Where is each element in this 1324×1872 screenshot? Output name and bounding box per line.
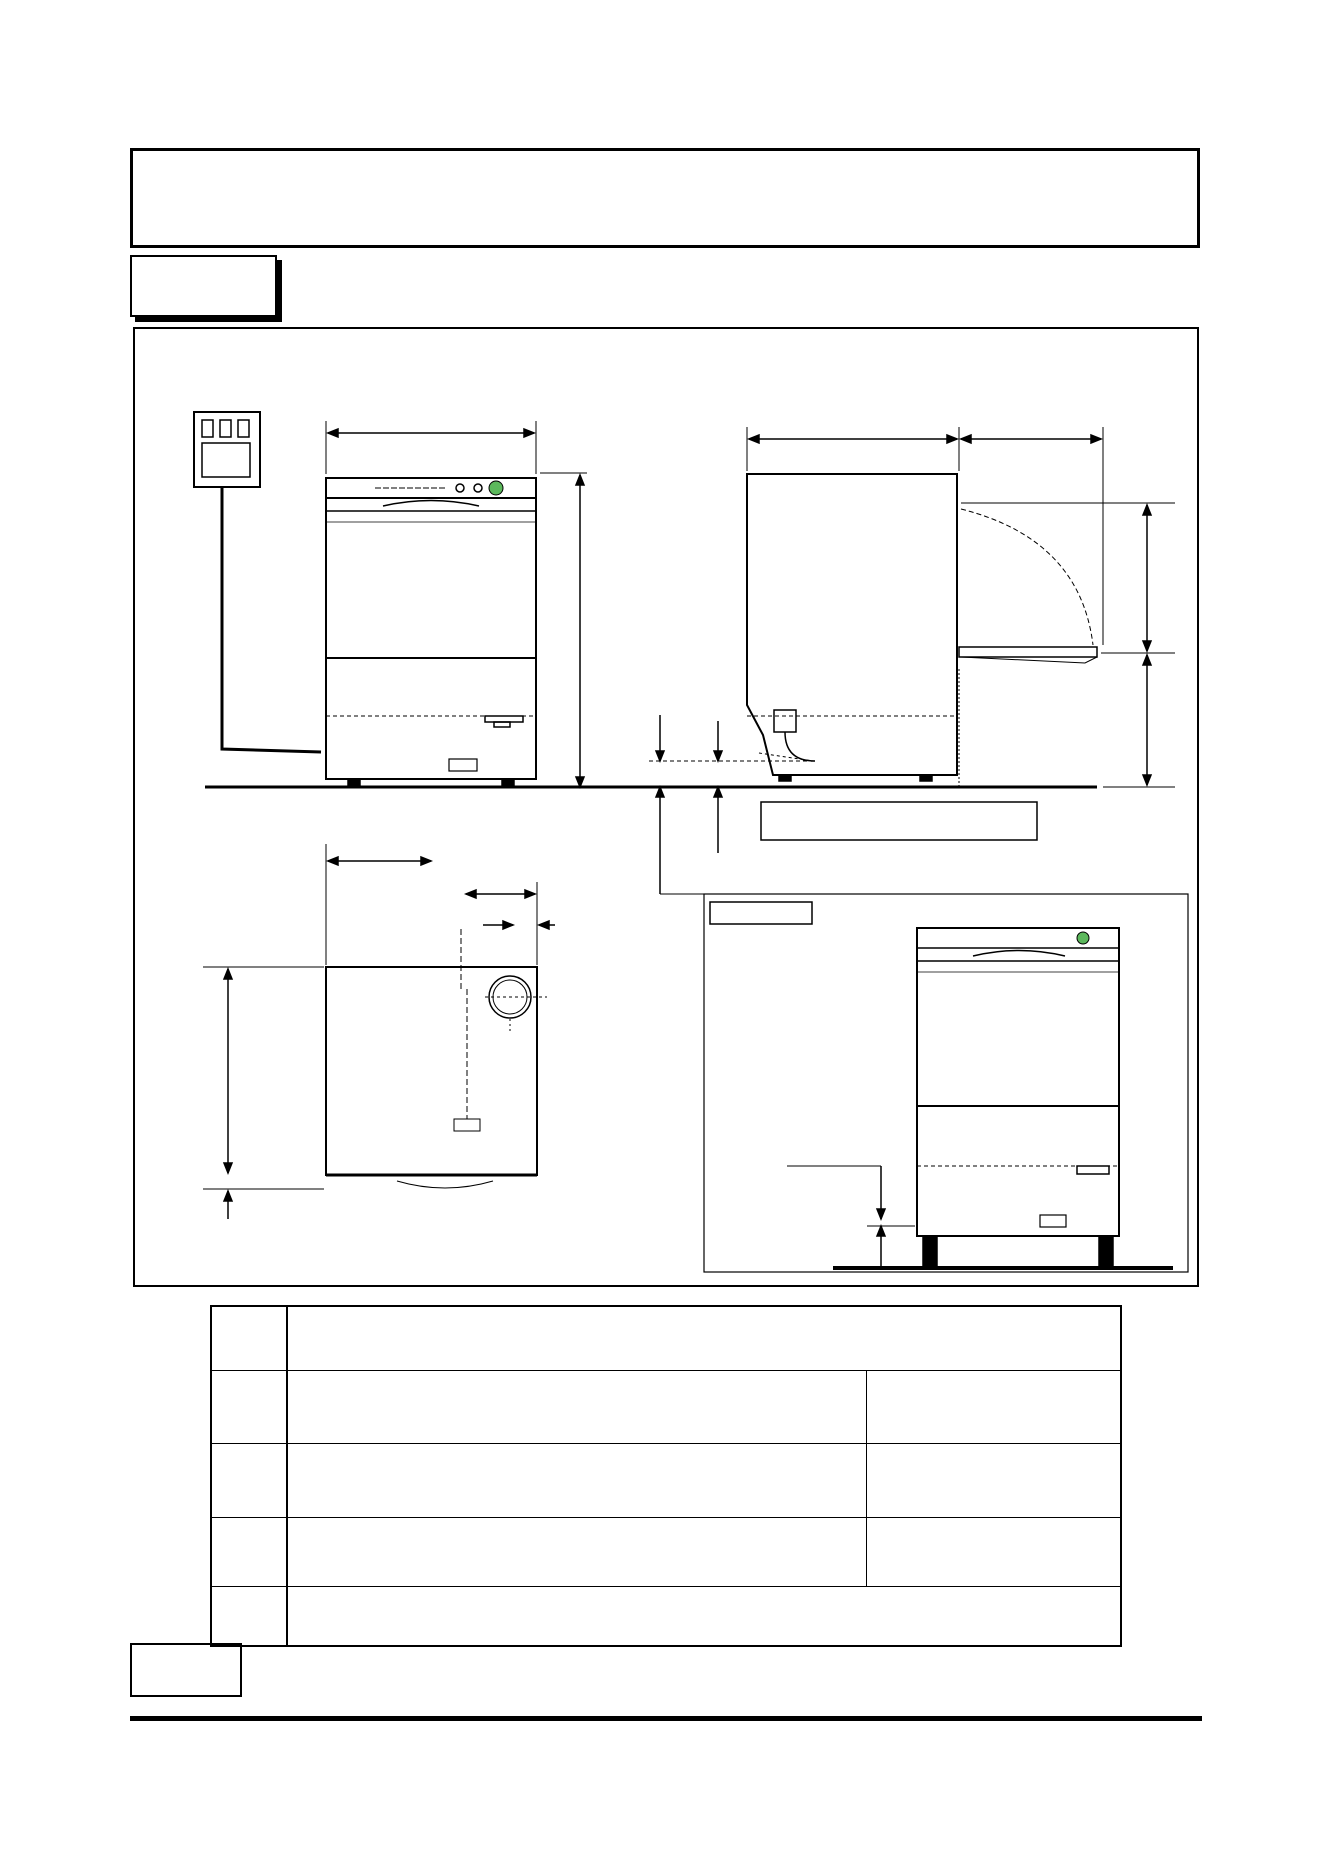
dishwasher-front-view-inset (917, 928, 1119, 1268)
footer-label-box (130, 1643, 242, 1697)
section-tab-label (130, 255, 277, 317)
dishwasher-side-view (747, 474, 1097, 787)
row-index (212, 1518, 288, 1586)
table-row (212, 1307, 1120, 1371)
footer-rule (130, 1716, 1202, 1721)
side-view-caption-box (761, 802, 1037, 840)
row-index (212, 1587, 288, 1645)
row-value (866, 1371, 1120, 1443)
dishwasher-top-view (326, 929, 547, 1188)
header-title-box (130, 148, 1200, 248)
row-value (866, 1444, 1120, 1517)
inset-panel (704, 894, 1188, 1272)
row-index (212, 1371, 288, 1443)
spec-table (210, 1305, 1122, 1647)
table-row (212, 1587, 1120, 1645)
row-index (212, 1307, 288, 1370)
inset-label-box (710, 902, 812, 924)
table-row (212, 1444, 1120, 1518)
technical-drawing (135, 329, 1201, 1289)
row-index (212, 1444, 288, 1517)
row-value (866, 1518, 1120, 1586)
wall-control-box-icon (194, 412, 321, 752)
technical-drawing-frame (133, 327, 1199, 1287)
table-row (212, 1371, 1120, 1444)
dishwasher-front-view (326, 478, 536, 785)
table-row (212, 1518, 1120, 1587)
